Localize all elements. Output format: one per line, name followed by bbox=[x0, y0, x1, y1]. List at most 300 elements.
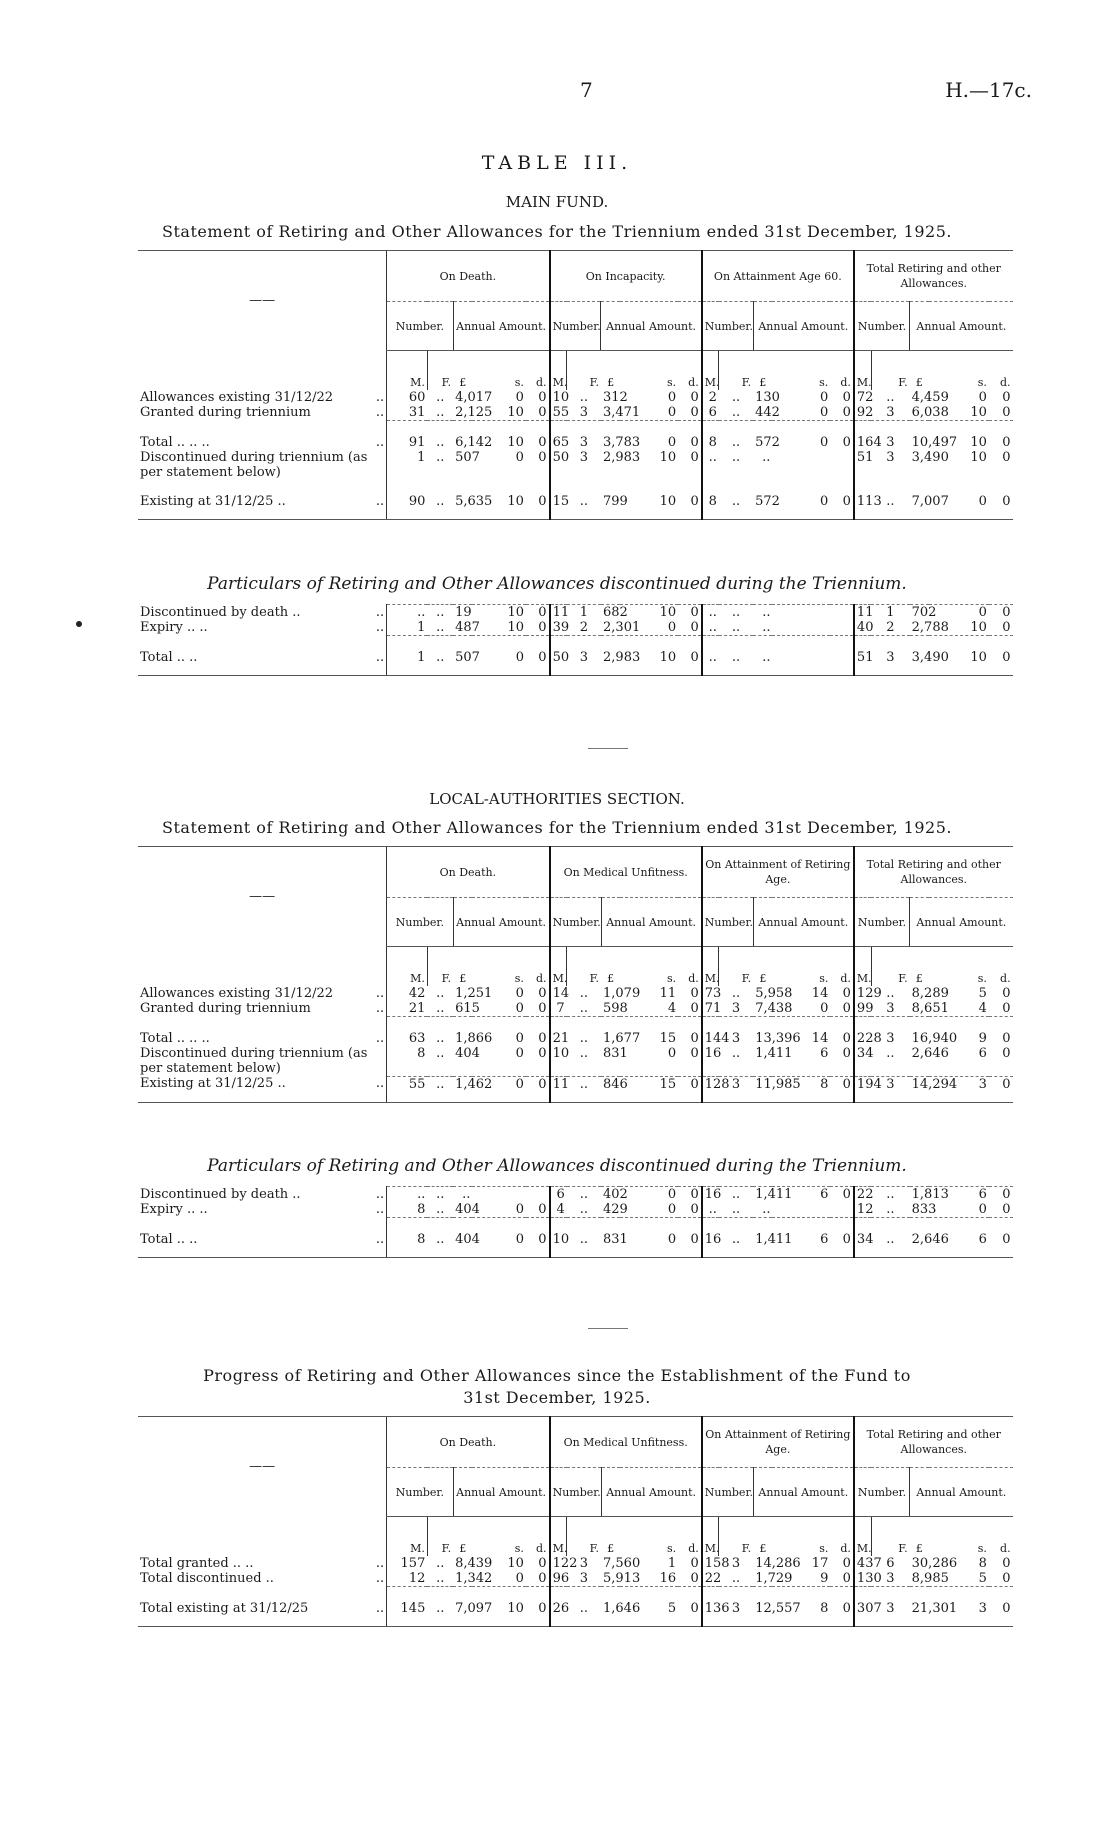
value-cell: 0 bbox=[538, 405, 547, 420]
value-cell: 10 bbox=[550, 1218, 567, 1258]
value-cell: 2 bbox=[579, 620, 588, 635]
value-cell: 8,985 bbox=[911, 1571, 949, 1586]
unit-label: s. bbox=[514, 376, 524, 389]
value-cell: 12,557 bbox=[753, 1587, 772, 1627]
leader-dots: .. bbox=[375, 620, 385, 635]
value-cell: .. bbox=[871, 1187, 910, 1203]
unit-label: £ bbox=[459, 1542, 467, 1555]
value-cell: .. bbox=[719, 605, 753, 621]
value-cell: 0 bbox=[526, 636, 550, 676]
value-cell: 8 bbox=[702, 480, 719, 520]
unit-label: M. bbox=[702, 1517, 719, 1557]
table-row bbox=[138, 480, 1032, 520]
value-cell: 10 bbox=[620, 636, 678, 676]
value-cell: .. bbox=[436, 1556, 445, 1571]
table-row bbox=[138, 1017, 1032, 1047]
value-cell: 16 bbox=[702, 1218, 719, 1258]
value-cell: 0 bbox=[978, 390, 987, 405]
annual-amount-subheader: Annual Amount. bbox=[753, 898, 854, 947]
value-cell: 1,729 bbox=[755, 1571, 793, 1586]
value-cell: 122 bbox=[550, 1556, 567, 1571]
table-row bbox=[138, 1001, 1032, 1017]
value-cell: 2,301 bbox=[603, 620, 641, 635]
value-cell: .. bbox=[567, 1587, 601, 1627]
value-cell: .. bbox=[886, 1202, 895, 1217]
value-cell: 615 bbox=[455, 1001, 480, 1016]
header-blank-cell: —— bbox=[138, 1417, 387, 1517]
value-cell: 0 bbox=[1002, 620, 1011, 635]
value-cell: 5,958 bbox=[755, 986, 793, 1001]
value-cell: 113 bbox=[854, 480, 871, 520]
value-cell: 507 bbox=[453, 636, 472, 676]
leader-dots: .. bbox=[375, 986, 385, 1001]
value-cell: 3 bbox=[886, 450, 895, 465]
table-row bbox=[138, 1076, 1032, 1102]
progress-statement-line1: Progress of Retiring and Other Allowances since the Establishment of the Fund to bbox=[203, 1366, 911, 1385]
value-cell: 833 bbox=[911, 1202, 937, 1217]
value-cell: 0 bbox=[929, 480, 989, 520]
value-cell: 8 bbox=[387, 1202, 428, 1218]
value-cell: 9 bbox=[929, 1017, 989, 1047]
value-cell: 402 bbox=[603, 1187, 628, 1202]
unit-label: d. bbox=[1000, 1542, 1011, 1555]
row-label: Existing at 31/12/25 .. .. bbox=[138, 1076, 387, 1102]
value-cell: 5,635 bbox=[453, 480, 472, 520]
column-group-header: Total Retiring and other Allowances. bbox=[854, 847, 1013, 898]
value-cell: 3 bbox=[871, 636, 910, 676]
value-cell: 437 bbox=[854, 1556, 871, 1571]
unit-label: d. bbox=[1000, 376, 1011, 389]
value-cell: .. bbox=[731, 450, 741, 465]
value-cell: .. bbox=[702, 620, 719, 636]
value-cell: 3,490 bbox=[911, 450, 949, 465]
value-cell: 14 bbox=[772, 1017, 830, 1047]
leader-dots: .. bbox=[375, 1030, 385, 1046]
unit-label: d. bbox=[688, 376, 699, 389]
value-cell: 0 bbox=[830, 480, 854, 520]
value-cell: .. bbox=[886, 390, 895, 405]
unit-label: s. bbox=[977, 972, 987, 985]
value-cell: 11 bbox=[659, 986, 677, 1001]
value-cell: 6 bbox=[978, 1046, 987, 1061]
value-cell: 1,462 bbox=[453, 1076, 472, 1102]
value-cell: 2 bbox=[702, 390, 719, 405]
unit-label: F. bbox=[871, 947, 910, 987]
table-row bbox=[138, 450, 1032, 480]
value-cell bbox=[772, 636, 830, 676]
value-cell: 7,560 bbox=[603, 1556, 641, 1571]
leader-dots: .. bbox=[375, 390, 385, 405]
value-cell bbox=[772, 605, 830, 621]
value-cell: 42 bbox=[387, 986, 428, 1001]
value-cell: 0 bbox=[842, 390, 851, 405]
value-cell: .. bbox=[427, 421, 453, 451]
value-cell bbox=[772, 1202, 830, 1218]
value-cell: 10,497 bbox=[910, 421, 929, 451]
value-cell: 0 bbox=[842, 1571, 851, 1586]
value-cell: 63 bbox=[387, 1017, 428, 1047]
value-cell: .. bbox=[579, 390, 588, 405]
leader-dots: .. bbox=[375, 649, 385, 665]
leader-dots: .. bbox=[375, 1571, 385, 1586]
value-cell: 0 bbox=[842, 986, 851, 1001]
value-cell: 39 bbox=[550, 620, 567, 636]
row-label: Total existing at 31/12/25 .. bbox=[138, 1587, 387, 1627]
unit-label: F. bbox=[719, 1517, 753, 1557]
value-cell: 15 bbox=[620, 1017, 678, 1047]
value-cell: 0 bbox=[526, 1218, 550, 1258]
value-cell: 4,017 bbox=[455, 390, 493, 405]
value-cell: 0 bbox=[690, 450, 699, 465]
value-cell: 10 bbox=[507, 405, 524, 420]
value-cell: 0 bbox=[690, 390, 699, 405]
value-cell: 0 bbox=[772, 421, 830, 451]
value-cell: 0 bbox=[515, 1046, 524, 1061]
value-cell: 682 bbox=[603, 605, 628, 620]
value-cell: 17 bbox=[811, 1556, 829, 1571]
value-cell: 99 bbox=[854, 1001, 871, 1017]
value-cell: 0 bbox=[929, 605, 989, 621]
value-cell: 0 bbox=[989, 1187, 1013, 1203]
unit-label: M. bbox=[550, 1517, 567, 1557]
table-row bbox=[138, 605, 1032, 621]
unit-label: £ bbox=[915, 1542, 923, 1555]
value-cell: 4,459 bbox=[911, 390, 949, 405]
value-cell: 96 bbox=[550, 1571, 567, 1587]
value-cell: 0 bbox=[678, 636, 702, 676]
value-cell: 1,813 bbox=[911, 1187, 949, 1202]
page-number: 7 bbox=[580, 78, 593, 102]
value-cell: 0 bbox=[538, 1001, 547, 1016]
value-cell: 228 bbox=[854, 1017, 871, 1047]
value-cell: .. bbox=[886, 1046, 895, 1061]
value-cell: .. bbox=[702, 636, 719, 676]
value-cell: 9 bbox=[820, 1571, 829, 1586]
column-group-header: Total Retiring and other Allowances. bbox=[854, 251, 1013, 302]
table-row bbox=[138, 986, 1032, 1001]
value-cell: 0 bbox=[667, 620, 677, 635]
value-cell: 145 bbox=[387, 1587, 428, 1627]
unit-label: s. bbox=[666, 376, 677, 389]
number-subheader: Number. bbox=[854, 302, 910, 351]
value-cell: 21,301 bbox=[910, 1587, 929, 1627]
value-cell: 22 bbox=[854, 1187, 871, 1203]
unit-label: s. bbox=[819, 972, 829, 985]
unit-label: d. bbox=[688, 972, 699, 985]
value-cell: 0 bbox=[690, 620, 699, 635]
value-cell: 0 bbox=[1002, 1001, 1011, 1016]
value-cell: 0 bbox=[526, 1017, 550, 1047]
value-cell: 22 bbox=[702, 1571, 719, 1587]
value-cell bbox=[830, 450, 854, 480]
value-cell: 831 bbox=[603, 1046, 628, 1061]
column-group-header: On Attainment Age 60. bbox=[702, 251, 854, 302]
value-cell: 5 bbox=[620, 1587, 678, 1627]
value-cell: 136 bbox=[702, 1587, 719, 1627]
value-cell: 5,913 bbox=[603, 1571, 641, 1586]
leader-dots: .. bbox=[375, 1076, 385, 1091]
annual-amount-subheader: Annual Amount. bbox=[753, 302, 854, 351]
value-cell: 10 bbox=[472, 1587, 526, 1627]
value-cell: 429 bbox=[603, 1202, 628, 1217]
unit-label: M. bbox=[550, 351, 567, 391]
row-label: Total discontinued .. .. bbox=[140, 1571, 385, 1586]
value-cell: 144 bbox=[702, 1017, 719, 1047]
unit-label: d. bbox=[536, 1542, 547, 1555]
value-cell bbox=[526, 1187, 550, 1203]
value-cell: 0 bbox=[515, 1001, 524, 1016]
value-cell: 10 bbox=[659, 450, 677, 465]
value-cell: 0 bbox=[842, 1046, 851, 1061]
value-cell: 7 bbox=[550, 1001, 567, 1017]
value-cell: 0 bbox=[989, 1076, 1013, 1102]
unit-label: F. bbox=[427, 351, 453, 391]
value-cell: .. bbox=[567, 1187, 601, 1203]
value-cell: .. bbox=[702, 1202, 719, 1218]
value-cell: 3 bbox=[886, 1001, 895, 1016]
annual-amount-subheader: Annual Amount. bbox=[910, 1468, 1013, 1517]
annual-amount-subheader: Annual Amount. bbox=[910, 898, 1013, 947]
value-cell: .. bbox=[436, 1571, 445, 1586]
value-cell: .. bbox=[579, 986, 588, 1001]
value-cell: .. bbox=[731, 405, 741, 420]
value-cell bbox=[830, 620, 854, 636]
table-row bbox=[138, 1556, 1032, 1571]
unit-row-blank bbox=[138, 351, 387, 391]
value-cell: .. bbox=[436, 1046, 445, 1061]
value-cell: 10 bbox=[550, 1046, 567, 1076]
value-cell: 55 bbox=[387, 1076, 428, 1102]
unit-label: M. bbox=[854, 351, 871, 391]
value-cell: .. bbox=[436, 405, 445, 420]
value-cell: 71 bbox=[702, 1001, 719, 1017]
value-cell: 8 bbox=[772, 1076, 830, 1102]
value-cell: 0 bbox=[690, 1046, 699, 1061]
main-fund-table bbox=[138, 250, 1032, 520]
annual-amount-subheader: Annual Amount. bbox=[753, 1468, 854, 1517]
unit-label: d. bbox=[840, 972, 851, 985]
value-cell: 0 bbox=[690, 986, 699, 1001]
value-cell: 91 bbox=[387, 421, 428, 451]
value-cell: .. bbox=[719, 480, 753, 520]
value-cell: 0 bbox=[667, 1202, 677, 1217]
annual-amount-subheader: Annual Amount. bbox=[910, 302, 1013, 351]
value-cell: 130 bbox=[755, 390, 780, 405]
value-cell: 157 bbox=[387, 1556, 428, 1571]
value-cell: 19 bbox=[455, 605, 472, 620]
value-cell: .. bbox=[436, 450, 445, 465]
value-cell: 3 bbox=[579, 1571, 588, 1586]
value-cell: 128 bbox=[702, 1076, 719, 1102]
value-cell: 10 bbox=[970, 620, 987, 635]
value-cell: 3 bbox=[579, 450, 588, 465]
local-statement: Statement of Retiring and Other Allowances for the Triennium ended 31st December, 1925. bbox=[162, 818, 952, 837]
value-cell: 11 bbox=[550, 1076, 567, 1102]
table-row bbox=[138, 1571, 1032, 1587]
value-cell: 14,294 bbox=[910, 1076, 929, 1102]
unit-label: F. bbox=[427, 947, 453, 987]
value-cell: 10 bbox=[507, 1556, 524, 1571]
value-cell: 2,646 bbox=[910, 1218, 929, 1258]
value-cell: 6 bbox=[772, 1218, 830, 1258]
value-cell: 0 bbox=[830, 1076, 854, 1102]
unit-label: s. bbox=[819, 376, 829, 389]
unit-label: £ bbox=[607, 376, 615, 389]
value-cell: 1 bbox=[387, 450, 428, 480]
column-group-header: On Medical Unfitness. bbox=[550, 1417, 702, 1468]
value-cell: 12 bbox=[854, 1202, 871, 1218]
value-cell: 6 bbox=[550, 1187, 567, 1203]
value-cell: 3 bbox=[731, 1001, 741, 1016]
value-cell: 10 bbox=[620, 480, 678, 520]
row-label: Total .. .. .. .. bbox=[140, 434, 385, 450]
value-cell: 10 bbox=[472, 421, 526, 451]
value-cell: 1,251 bbox=[455, 986, 493, 1001]
value-cell: 60 bbox=[387, 390, 428, 405]
value-cell: 0 bbox=[620, 421, 678, 451]
row-label: Discontinued during triennium (as per statement below) bbox=[140, 1046, 368, 1076]
value-cell: 0 bbox=[989, 636, 1013, 676]
value-cell: 0 bbox=[538, 620, 547, 635]
column-group-header: On Attainment of Retiring Age. bbox=[702, 1417, 854, 1468]
unit-label: s. bbox=[667, 972, 677, 985]
value-cell: 0 bbox=[620, 1187, 678, 1203]
value-cell: .. bbox=[719, 636, 753, 676]
value-cell: 1 bbox=[667, 1556, 677, 1571]
row-label: Expiry .. .. .. bbox=[140, 1202, 385, 1217]
value-cell: .. bbox=[567, 1218, 601, 1258]
value-cell: .. bbox=[436, 986, 445, 1001]
unit-label: s. bbox=[977, 376, 987, 389]
value-cell: 31 bbox=[387, 405, 428, 421]
value-cell: 487 bbox=[455, 620, 480, 635]
value-cell: 3 bbox=[567, 421, 601, 451]
table-row bbox=[138, 1218, 1032, 1258]
value-cell: 2 bbox=[886, 620, 895, 635]
value-cell: 0 bbox=[678, 605, 702, 621]
value-cell: 26 bbox=[550, 1587, 567, 1627]
table-row bbox=[138, 1202, 1032, 1218]
value-cell bbox=[772, 450, 830, 480]
value-cell: 3 bbox=[886, 1571, 895, 1586]
unit-label: M. bbox=[702, 947, 719, 987]
value-cell: 1,866 bbox=[453, 1017, 472, 1047]
value-cell: .. bbox=[436, 390, 445, 405]
number-subheader: Number. bbox=[854, 898, 910, 947]
value-cell: 8 bbox=[978, 1556, 987, 1571]
value-cell: .. bbox=[436, 1202, 445, 1217]
number-subheader: Number. bbox=[854, 1468, 910, 1517]
value-cell: 10 bbox=[472, 605, 526, 621]
row-label: Granted during triennium .. bbox=[140, 1001, 385, 1016]
value-cell: 3 bbox=[929, 1587, 989, 1627]
value-cell: 1,411 bbox=[755, 1187, 793, 1202]
unit-label: s. bbox=[819, 1542, 829, 1555]
row-label: Allowances existing 31/12/22 .. bbox=[140, 986, 385, 1001]
value-cell: 0 bbox=[538, 986, 547, 1001]
value-cell: 0 bbox=[620, 1218, 678, 1258]
value-cell: 10 bbox=[550, 390, 567, 405]
leader-dots: .. bbox=[375, 1001, 385, 1016]
local-heading: LOCAL-AUTHORITIES SECTION. bbox=[429, 790, 685, 808]
value-cell: 194 bbox=[854, 1076, 871, 1102]
leader-dots: .. bbox=[375, 405, 385, 420]
value-cell: 0 bbox=[472, 1218, 526, 1258]
value-cell: 3 bbox=[731, 1556, 741, 1571]
value-cell: 3,783 bbox=[601, 421, 620, 451]
unit-label: M. bbox=[387, 947, 428, 987]
value-cell: 8,651 bbox=[911, 1001, 949, 1016]
row-label: Total granted .. .. .. bbox=[140, 1556, 385, 1571]
unit-label: F. bbox=[427, 1517, 453, 1557]
table-row bbox=[138, 636, 1032, 676]
value-cell: 507 bbox=[455, 450, 480, 465]
column-group-header: On Medical Unfitness. bbox=[550, 847, 702, 898]
value-cell: .. bbox=[567, 480, 601, 520]
annual-amount-subheader: Annual Amount. bbox=[453, 302, 549, 351]
value-cell: 129 bbox=[854, 986, 871, 1001]
row-label: Total .. .. .. .. bbox=[140, 1030, 385, 1046]
value-cell: 50 bbox=[550, 636, 567, 676]
value-cell: .. bbox=[702, 605, 719, 621]
document-reference: H.—17c. bbox=[945, 78, 1032, 102]
value-cell: .. bbox=[886, 986, 895, 1001]
value-cell: 0 bbox=[830, 1587, 854, 1627]
value-cell: 10 bbox=[929, 636, 989, 676]
value-cell bbox=[830, 636, 854, 676]
value-cell: 16 bbox=[702, 1046, 719, 1076]
row-label: Existing at 31/12/25 .. .. bbox=[138, 480, 387, 520]
value-cell: 0 bbox=[820, 1001, 829, 1016]
number-subheader: Number. bbox=[702, 1468, 753, 1517]
value-cell: 0 bbox=[678, 421, 702, 451]
unit-label: M. bbox=[854, 947, 871, 987]
table-row bbox=[138, 390, 1032, 405]
value-cell: 0 bbox=[842, 1556, 851, 1571]
value-cell: 8 bbox=[387, 1046, 428, 1076]
value-cell: .. bbox=[427, 1187, 453, 1203]
value-cell: 0 bbox=[690, 405, 699, 420]
value-cell: 3 bbox=[929, 1076, 989, 1102]
value-cell: 3 bbox=[579, 1556, 588, 1571]
value-cell: 0 bbox=[989, 1218, 1013, 1258]
value-cell: 6 bbox=[886, 1556, 895, 1571]
value-cell: 0 bbox=[989, 421, 1013, 451]
unit-label: F. bbox=[719, 947, 753, 987]
value-cell: 0 bbox=[842, 405, 851, 420]
progress-statement-line2: 31st December, 1925. bbox=[463, 1388, 651, 1407]
unit-label: £ bbox=[759, 376, 767, 389]
value-cell: 3,490 bbox=[910, 636, 929, 676]
value-cell: .. bbox=[731, 1571, 741, 1586]
value-cell: 1,411 bbox=[755, 1046, 793, 1061]
column-group-header: On Incapacity. bbox=[550, 251, 702, 302]
table-row bbox=[138, 421, 1032, 451]
value-cell: 55 bbox=[550, 405, 567, 421]
value-cell: 34 bbox=[854, 1046, 871, 1076]
unit-label: s. bbox=[667, 1542, 677, 1555]
value-cell: .. bbox=[387, 605, 428, 621]
value-cell: 0 bbox=[1002, 450, 1011, 465]
number-subheader: Number. bbox=[550, 302, 601, 351]
unit-label: F. bbox=[871, 351, 910, 391]
value-cell: 7,007 bbox=[910, 480, 929, 520]
column-group-header: On Death. bbox=[387, 1417, 550, 1468]
unit-label: s. bbox=[977, 1542, 987, 1555]
value-cell: 0 bbox=[690, 1571, 699, 1586]
number-subheader: Number. bbox=[550, 898, 601, 947]
column-group-header: On Death. bbox=[387, 847, 550, 898]
